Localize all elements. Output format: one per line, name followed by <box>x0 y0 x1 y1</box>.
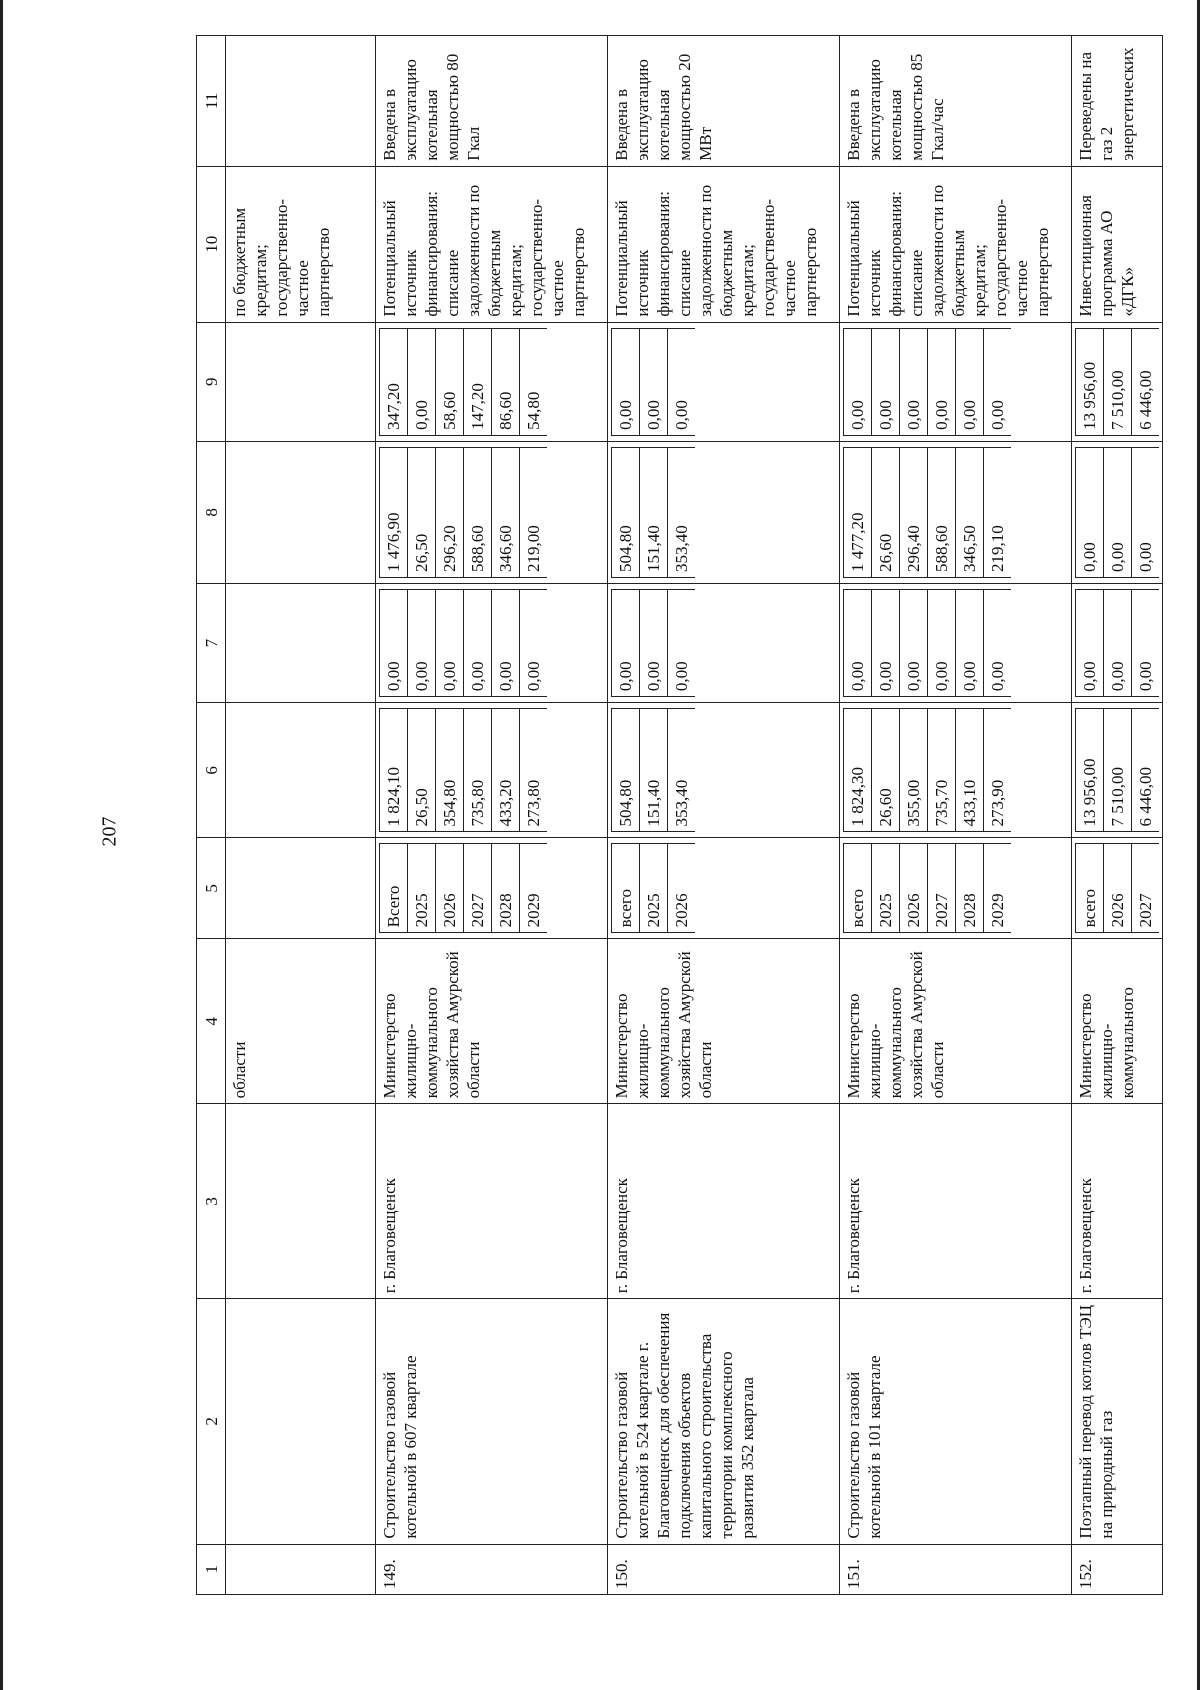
other-amount <box>1072 322 1163 441</box>
federal-amount-value: 0,00 <box>612 589 640 696</box>
column-number: 4 <box>197 939 226 1104</box>
year-value: 2025 <box>640 844 668 933</box>
project-name: Строительство газовой котельной в 607 квартале <box>376 1299 608 1544</box>
regional-amount <box>1072 441 1163 583</box>
year <box>840 838 1072 939</box>
federal-amount <box>376 583 608 702</box>
year-value: всего <box>612 844 640 933</box>
regional-amount-value: 1 477,20 <box>844 447 872 577</box>
other-amount-value: 0,00 <box>872 328 900 435</box>
federal-amount-value: 0,00 <box>956 589 984 696</box>
table-row <box>1072 36 1163 1595</box>
year-value: всего <box>844 844 872 933</box>
year <box>608 838 840 939</box>
continuation-row <box>226 36 376 1595</box>
cont-cell-1 <box>226 1544 376 1594</box>
page-number: 207 <box>98 816 121 847</box>
cont-executor: области <box>226 939 376 1104</box>
row-number: 150. <box>608 1544 840 1594</box>
year <box>1072 838 1163 939</box>
federal-amount-value: 0,00 <box>1104 589 1132 696</box>
table-row <box>840 36 1072 1595</box>
year-value: 2027 <box>464 844 492 933</box>
federal-amount <box>1072 583 1163 702</box>
project-name: Поэтапный перевод котлов ТЭЦ на природный газ <box>1072 1299 1163 1544</box>
column-number: 10 <box>197 166 226 322</box>
cont-cell-2 <box>226 1299 376 1544</box>
other-amount-value: 0,00 <box>408 328 436 435</box>
regional-amount-value: 588,60 <box>464 447 492 577</box>
regional-amount-value: 296,40 <box>900 447 928 577</box>
other-amount <box>608 322 840 441</box>
federal-amount-value: 0,00 <box>380 589 408 696</box>
federal-amount <box>840 583 1072 702</box>
regional-amount-value: 346,60 <box>492 447 520 577</box>
location: г. Благовещенск <box>840 1104 1072 1299</box>
cont-cell-6 <box>226 703 376 838</box>
total-amount-value: 273,90 <box>984 709 1012 832</box>
federal-amount-value: 0,00 <box>1076 589 1104 696</box>
year <box>376 838 608 939</box>
other-amount-value: 0,00 <box>956 328 984 435</box>
regional-amount-value: 1 476,90 <box>380 447 408 577</box>
total-amount-value: 353,40 <box>668 709 696 832</box>
total-amount-value: 355,00 <box>900 709 928 832</box>
total-amount-value: 26,50 <box>408 709 436 832</box>
other-amount <box>376 322 608 441</box>
federal-amount-value: 0,00 <box>984 589 1012 696</box>
column-number-row <box>197 36 226 1595</box>
federal-amount-value: 0,00 <box>436 589 464 696</box>
column-number: 7 <box>197 583 226 702</box>
column-number: 8 <box>197 441 226 583</box>
other-amount-value: 0,00 <box>640 328 668 435</box>
year-value: 2027 <box>928 844 956 933</box>
regional-amount-value: 0,00 <box>1104 447 1132 577</box>
total-amount-value: 433,20 <box>492 709 520 832</box>
financing-source: Потенциальный источник финансирования: списание задолженности по бюджетным кредитам; государственно-частное партнерство <box>840 166 1072 322</box>
regional-amount-value: 0,00 <box>1076 447 1104 577</box>
other-amount-value: 0,00 <box>928 328 956 435</box>
rotated-table-container <box>196 35 1155 1595</box>
year-value: 2026 <box>668 844 696 933</box>
other-amount-value: 6 446,00 <box>1132 328 1160 435</box>
expected-result: Введена в эксплуатацию котельная мощностью 80 Гкал <box>376 36 608 167</box>
total-amount-value: 273,80 <box>520 709 548 832</box>
total-amount-value: 13 956,00 <box>1076 709 1104 832</box>
regional-amount-value: 151,40 <box>640 447 668 577</box>
other-amount-value: 0,00 <box>844 328 872 435</box>
total-amount <box>608 703 840 838</box>
federal-amount-value: 0,00 <box>520 589 548 696</box>
row-number: 152. <box>1072 1544 1163 1594</box>
federal-amount-value: 0,00 <box>844 589 872 696</box>
location: г. Благовещенск <box>376 1104 608 1299</box>
column-number: 5 <box>197 838 226 939</box>
federal-amount-value: 0,00 <box>668 589 696 696</box>
federal-amount-value: 0,00 <box>928 589 956 696</box>
regional-amount-value: 588,60 <box>928 447 956 577</box>
year-value: 2026 <box>900 844 928 933</box>
total-amount-value: 26,60 <box>872 709 900 832</box>
regional-amount-value: 219,00 <box>520 447 548 577</box>
regional-amount-value: 504,80 <box>612 447 640 577</box>
cont-source: по бюджетным кредитам; государственно-частное партнерство <box>226 166 376 322</box>
total-amount <box>376 703 608 838</box>
other-amount-value: 7 510,00 <box>1104 328 1132 435</box>
total-amount-value: 504,80 <box>612 709 640 832</box>
other-amount-value: 13 956,00 <box>1076 328 1104 435</box>
regional-amount-value: 346,50 <box>956 447 984 577</box>
other-amount-value: 0,00 <box>900 328 928 435</box>
total-amount-value: 354,80 <box>436 709 464 832</box>
federal-amount-value: 0,00 <box>640 589 668 696</box>
cont-cell-3 <box>226 1104 376 1299</box>
year-value: 2028 <box>956 844 984 933</box>
regional-amount-value: 0,00 <box>1132 447 1160 577</box>
column-number: 1 <box>197 1544 226 1594</box>
regional-amount <box>376 441 608 583</box>
other-amount-value: 54,80 <box>520 328 548 435</box>
column-number: 6 <box>197 703 226 838</box>
regional-amount-value: 296,20 <box>436 447 464 577</box>
regional-amount-value: 26,50 <box>408 447 436 577</box>
other-amount <box>840 322 1072 441</box>
row-number: 151. <box>840 1544 1072 1594</box>
federal-amount-value: 0,00 <box>872 589 900 696</box>
total-amount-value: 735,70 <box>928 709 956 832</box>
table-row <box>376 36 608 1595</box>
other-amount-value: 147,20 <box>464 328 492 435</box>
financing-source: Потенциальный источник финансирования: списание задолженности по бюджетным кредитам; государственно-частное партнерство <box>608 166 840 322</box>
other-amount-value: 0,00 <box>668 328 696 435</box>
cont-cell-5 <box>226 838 376 939</box>
year-value: 2025 <box>408 844 436 933</box>
financing-source: Инвестиционная программа АО «ДГК» <box>1072 166 1163 322</box>
regional-amount <box>608 441 840 583</box>
year-value: 2029 <box>984 844 1012 933</box>
total-amount-value: 6 446,00 <box>1132 709 1160 832</box>
total-amount-value: 1 824,10 <box>380 709 408 832</box>
executor: Министерство жилищно-коммунального <box>1072 939 1163 1104</box>
scan-border-left <box>0 0 3 1690</box>
column-number: 11 <box>197 36 226 167</box>
total-amount <box>1072 703 1163 838</box>
year-value: 2026 <box>1104 844 1132 933</box>
federal-amount-value: 0,00 <box>408 589 436 696</box>
financing-source: Потенциальный источник финансирования: списание задолженности по бюджетным кредитам; государственно-частное партнерство <box>376 166 608 322</box>
year-value: 2026 <box>436 844 464 933</box>
federal-amount <box>608 583 840 702</box>
regional-amount <box>840 441 1072 583</box>
table-row <box>608 36 840 1595</box>
row-number: 149. <box>376 1544 608 1594</box>
other-amount-value: 347,20 <box>380 328 408 435</box>
other-amount-value: 58,60 <box>436 328 464 435</box>
total-amount-value: 1 824,30 <box>844 709 872 832</box>
total-amount-value: 433,10 <box>956 709 984 832</box>
federal-amount-value: 0,00 <box>1132 589 1160 696</box>
federal-amount-value: 0,00 <box>492 589 520 696</box>
year-value: Всего <box>380 844 408 933</box>
program-table <box>196 35 1163 1595</box>
other-amount-value: 86,60 <box>492 328 520 435</box>
year-value: 2029 <box>520 844 548 933</box>
cont-cell-9 <box>226 322 376 441</box>
federal-amount-value: 0,00 <box>464 589 492 696</box>
expected-result: Введена в эксплуатацию котельная мощностью 85 Гкал/час <box>840 36 1072 167</box>
executor: Министерство жилищно-коммунального хозяйства Амурской области <box>608 939 840 1104</box>
table-body <box>376 36 1163 1595</box>
regional-amount-value: 26,60 <box>872 447 900 577</box>
column-number: 3 <box>197 1104 226 1299</box>
year-value: 2028 <box>492 844 520 933</box>
total-amount-value: 151,40 <box>640 709 668 832</box>
year-value: 2027 <box>1132 844 1160 933</box>
project-name: Строительство газовой котельной в 101 квартале <box>840 1299 1072 1544</box>
total-amount-value: 735,80 <box>464 709 492 832</box>
executor: Министерство жилищно-коммунального хозяйства Амурской области <box>376 939 608 1104</box>
project-name: Строительство газовой котельной в 524 квартале г. Благовещенск для обеспечения подключения объектов капитального строительства территории комплексного развития 352 квартала <box>608 1299 840 1544</box>
regional-amount-value: 353,40 <box>668 447 696 577</box>
column-number: 2 <box>197 1299 226 1544</box>
year-value: всего <box>1076 844 1104 933</box>
other-amount-value: 0,00 <box>984 328 1012 435</box>
regional-amount-value: 219,10 <box>984 447 1012 577</box>
cont-cell-8 <box>226 441 376 583</box>
location: г. Благовещенск <box>1072 1104 1163 1299</box>
expected-result: Введена в эксплуатацию котельная мощностью 20 МВт <box>608 36 840 167</box>
expected-result: Переведены на газ 2 энергетических <box>1072 36 1163 167</box>
column-number: 9 <box>197 322 226 441</box>
total-amount-value: 7 510,00 <box>1104 709 1132 832</box>
federal-amount-value: 0,00 <box>900 589 928 696</box>
other-amount-value: 0,00 <box>612 328 640 435</box>
executor: Министерство жилищно-коммунального хозяйства Амурской области <box>840 939 1072 1104</box>
year-value: 2025 <box>872 844 900 933</box>
total-amount <box>840 703 1072 838</box>
cont-cell-7 <box>226 583 376 702</box>
location: г. Благовещенск <box>608 1104 840 1299</box>
cont-cell-11 <box>226 36 376 167</box>
